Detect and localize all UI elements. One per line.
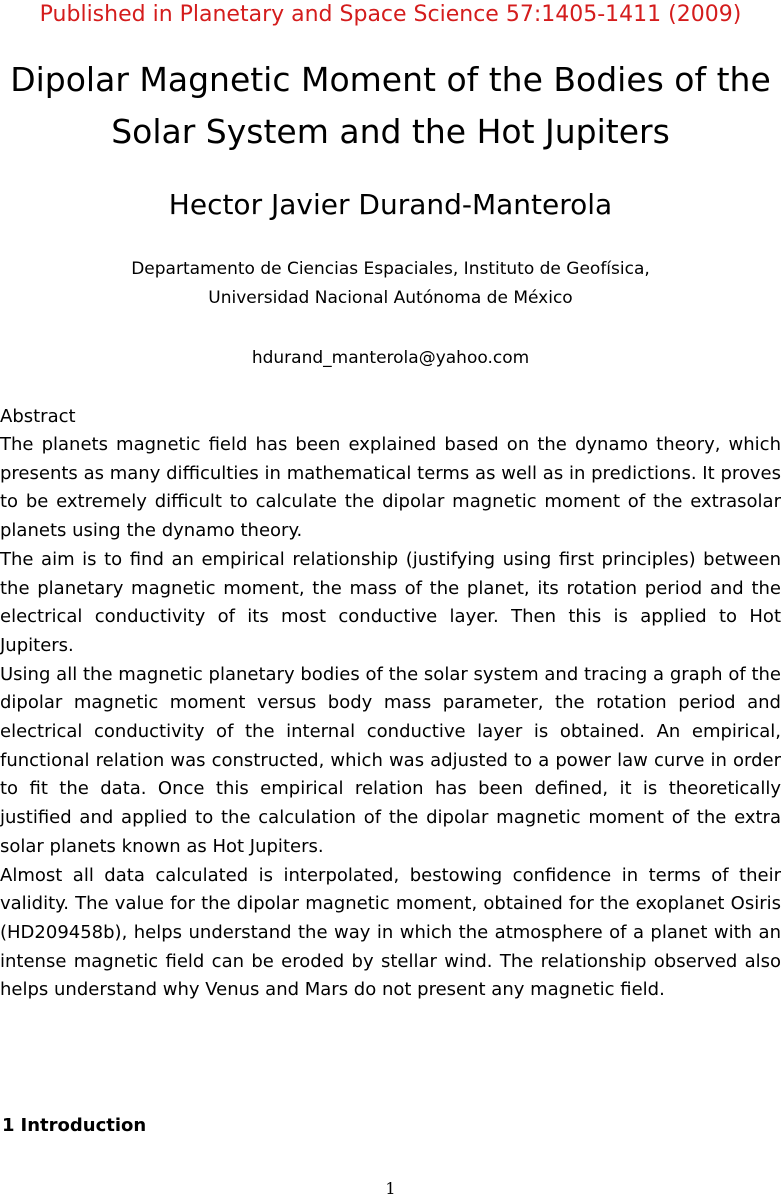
author-name: Hector Javier Durand-Manterola: [168, 188, 613, 221]
affiliation-line-2: Universidad Nacional Autónoma de México: [208, 288, 573, 308]
affiliation: [0, 255, 781, 313]
page-number: 1: [385, 1179, 396, 1198]
section-number: 1: [2, 1115, 15, 1136]
abstract-paragraph-4: Almost all data calculated is interpolated, bestowing confidence in terms of their validity. The value for the dipolar magnetic moment, obtained for the exoplanet Osiris (HD209458b), helps understand the way in which the atmosphere of a planet with an intense magnetic field can be eroded by stellar wind. The relationship observed also helps understand why Venus and Mars do not present any magnetic field.: [0, 864, 781, 1001]
section-heading-introduction: [2, 1112, 146, 1140]
paper-title: [0, 54, 781, 158]
author-email: hdurand_manterola@yahoo.com: [251, 348, 530, 368]
title-line-2: Solar System and the Hot Jupiters: [111, 112, 670, 151]
abstract-paragraph-1: The planets magnetic field has been explained based on the dynamo theory, which presents as many difficulties in mathematical terms as well as in predictions. It proves to be extremely difficult to calculate the dipolar magnetic moment of the extrasolar planets using the dynamo theory.: [0, 434, 781, 542]
abstract-paragraph-3: Using all the magnetic planetary bodies of the solar system and tracing a graph of the dipolar magnetic moment versus body mass parameter, the rotation period and electrical conductivity of the internal conductive layer is obtained. An empirical, functional relation was constructed, which was adjusted to a power law curve in order to fit the data. Once this empirical relation has been defined, it is theoretically justified and applied to the calculation of the dipolar magnetic moment of the extra solar planets known as Hot Jupiters.: [0, 663, 781, 857]
abstract-paragraph-2: The aim is to find an empirical relationship (justifying using first principles) between the planetary magnetic moment, the mass of the planet, its rotation period and the electrical conductivity of its most conductive layer. Then this is applied to Hot Jupiters.: [0, 548, 781, 656]
section-title: Introduction: [20, 1115, 147, 1136]
abstract-heading: Abstract: [0, 406, 76, 427]
publication-banner: Published in Planetary and Space Science 57:1405-1411 (2009): [39, 2, 742, 27]
title-line-1: Dipolar Magnetic Moment of the Bodies of the: [10, 60, 771, 99]
abstract-body: [0, 431, 781, 1005]
affiliation-line-1: Departamento de Ciencias Espaciales, Instituto de Geofísica,: [131, 259, 650, 279]
